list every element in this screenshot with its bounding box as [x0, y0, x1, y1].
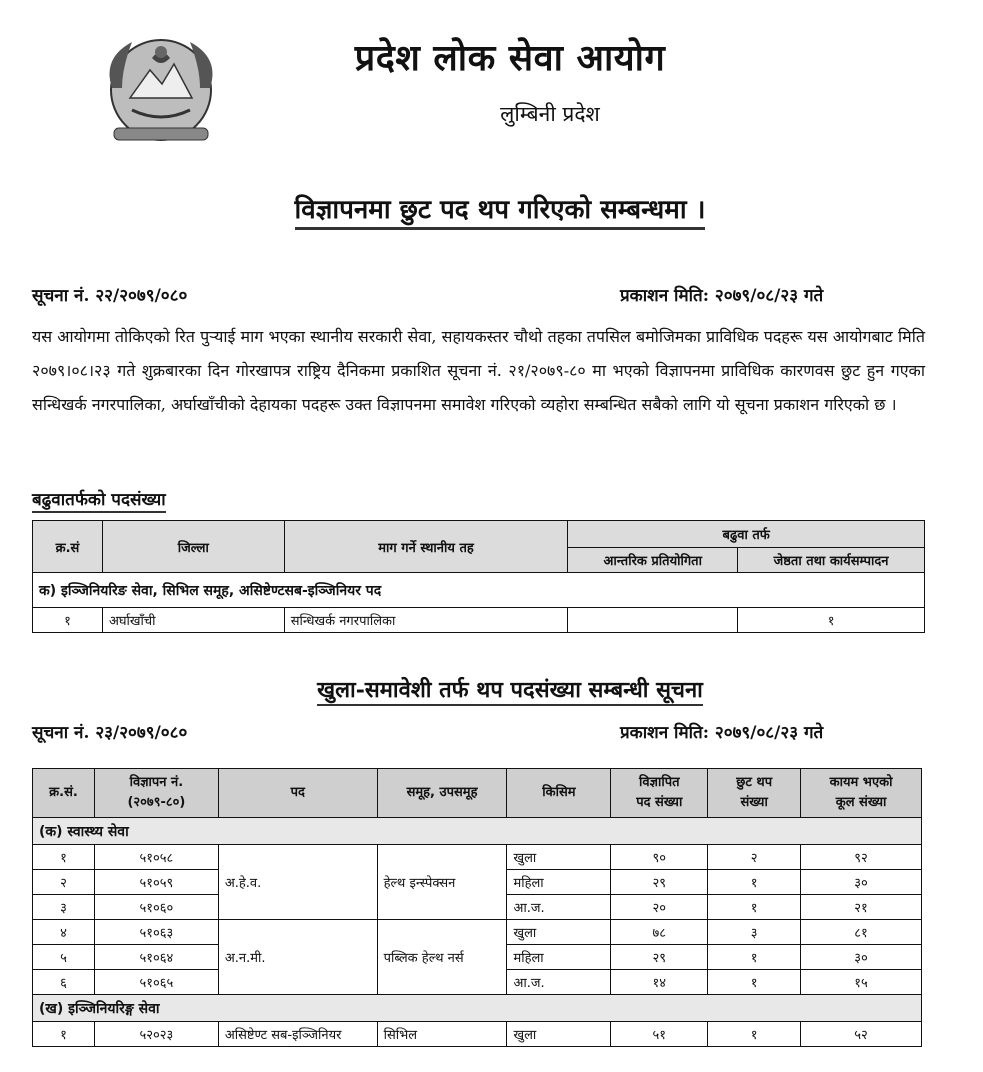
cell-ad-no: ५१०६५: [94, 970, 218, 995]
col-header-added: [708, 769, 801, 818]
cell-ad-no: ५१०६३: [94, 920, 218, 945]
publication-date-2: प्रकाशन मिति: २०७९/०८/२३ गते: [620, 723, 824, 743]
cell-total: ५२: [801, 1022, 922, 1047]
cell-type: आ.ज.: [507, 970, 611, 995]
notice-number-2: सूचना नं. २३/२०७९/०८०: [32, 723, 188, 743]
cell-added: २: [708, 845, 801, 870]
cell-serial: १: [33, 608, 103, 633]
notice-number: सूचना नं. २२/२०७९/०८०: [32, 286, 188, 306]
cell-total: १५: [801, 970, 922, 995]
cell-serial: ६: [33, 970, 95, 995]
cell-added: १: [708, 945, 801, 970]
col-header-advertised: [611, 769, 708, 818]
cell-total: २१: [801, 895, 922, 920]
col-header-serial: क्र.सं.: [33, 769, 95, 818]
cell-total: ३०: [801, 870, 922, 895]
promotion-table: [32, 520, 925, 633]
total-line2: कूल संख्या: [835, 795, 887, 810]
cell-type: महिला: [507, 945, 611, 970]
col-header-district: जिल्ला: [102, 521, 284, 573]
open-inclusive-table: [32, 768, 922, 1047]
cell-advertised: ९०: [611, 845, 708, 870]
col-header-seniority: जेष्ठता तथा कार्यसम्पादन: [738, 548, 925, 573]
intro-paragraph: यस आयोगमा तोकिएको रित पुऱ्याई माग भएका स्थानीय सरकारी सेवा, सहायकस्तर चौथो तहका तपसिल बमोजिमका प्राविधिक पदहरू यस आयोगबाट मिति २०७९।०८।२३ गते शुक्रबारका दिन गोरखापत्र राष्ट्रिय दैनिकमा प्रकाशित सूचना नं. २१/२०७९-८० मा भएको विज्ञापनमा प्राविधिक कारणवस छुट हुन गएका सन्धिखर्क नगरपालिका, अर्घाखाँचीको देहायका पदहरू उक्त विज्ञापनमा समावेश गरिएको व्यहोरा सम्बन्धित सबैको लागि यो सूचना प्रकाशन गरिएको छ ।: [32, 327, 925, 414]
table-section-row-health: (क) स्वास्थ्य सेवा: [33, 818, 922, 845]
table-section-row: क) इञ्जिनियरिङ सेवा, सिभिल समूह, असिष्टेण्टसब-इञ्जिनियर पद: [33, 573, 925, 608]
cell-type: खुला: [507, 845, 611, 870]
table-row: [33, 608, 925, 633]
cell-advertised: २९: [611, 870, 708, 895]
advertised-line2: पद संख्या: [636, 795, 683, 810]
cell-group: सिभिल: [377, 1022, 507, 1047]
cell-ad-no: ५१०५९: [94, 870, 218, 895]
cell-serial: २: [33, 870, 95, 895]
advertised-line1: विज्ञापित: [639, 775, 680, 790]
cell-advertised: २०: [611, 895, 708, 920]
org-name: प्रदेश लोक सेवा आयोग: [354, 37, 666, 79]
col-header-promotion: बढुवा तर्फ: [568, 521, 925, 548]
cell-type: आ.ज.: [507, 895, 611, 920]
promotion-section-heading: बढुवातर्फको पदसंख्या: [32, 487, 166, 513]
col-header-post: पद: [218, 769, 377, 818]
open-inclusive-section-title: [230, 674, 790, 704]
cell-post: असिष्टेण्ट सब-इञ्जिनियर: [218, 1022, 377, 1047]
cell-total: ८१: [801, 920, 922, 945]
col-header-ad-no: [94, 769, 218, 818]
cell-serial: ४: [33, 920, 95, 945]
cell-added: १: [708, 970, 801, 995]
cell-added: १: [708, 895, 801, 920]
cell-advertised: २९: [611, 945, 708, 970]
cell-added: १: [708, 870, 801, 895]
cell-ad-no: ५१०६४: [94, 945, 218, 970]
cell-internal: [568, 608, 738, 633]
subject-title-text: विज्ञापनमा छुट पद थप गरिएको सम्बन्धमा ।: [295, 195, 706, 230]
cell-advertised: १४: [611, 970, 708, 995]
province-name: लुम्बिनी प्रदेश: [500, 102, 600, 126]
cell-group: हेल्थ इन्स्पेक्सन: [377, 845, 507, 920]
cell-added: ३: [708, 920, 801, 945]
table-section-row-engineering: (ख) इञ्जिनियरिङ्ग सेवा: [33, 995, 922, 1022]
table-row: [33, 920, 922, 945]
cell-ad-no: ५१०५८: [94, 845, 218, 870]
cell-serial: ३: [33, 895, 95, 920]
col-header-group: समूह, उपसमूह: [377, 769, 507, 818]
cell-local-level: सन्धिखर्क नगरपालिका: [284, 608, 568, 633]
cell-ad-no: ५१०६०: [94, 895, 218, 920]
cell-serial: ५: [33, 945, 95, 970]
cell-advertised: ५१: [611, 1022, 708, 1047]
table-row: [33, 845, 922, 870]
added-line2: संख्या: [740, 795, 768, 810]
ad-no-line1: विज्ञापन नं.: [129, 775, 184, 790]
col-header-internal: आन्तरिक प्रतियोगिता: [568, 548, 738, 573]
cell-total: ९२: [801, 845, 922, 870]
cell-type: महिला: [507, 870, 611, 895]
cell-ad-no: ५२०२३: [94, 1022, 218, 1047]
cell-post: अ.हे.व.: [218, 845, 377, 920]
cell-type: खुला: [507, 1022, 611, 1047]
cell-group: पब्लिक हेल्थ नर्स: [377, 920, 507, 995]
cell-post: अ.न.मी.: [218, 920, 377, 995]
open-inclusive-section-title-text: खुला-समावेशी तर्फ थप पदसंख्या सम्बन्धी सूचना: [317, 677, 703, 706]
col-header-type: किसिम: [507, 769, 611, 818]
cell-district: अर्घाखाँची: [102, 608, 284, 633]
cell-total: ३०: [801, 945, 922, 970]
cell-serial: १: [33, 1022, 95, 1047]
publication-date: प्रकाशन मिति: २०७९/०८/२३ गते: [620, 286, 824, 306]
table-row: [33, 1022, 922, 1047]
col-header-total: [801, 769, 922, 818]
cell-added: १: [708, 1022, 801, 1047]
cell-advertised: ७८: [611, 920, 708, 945]
cell-serial: १: [33, 845, 95, 870]
col-header-local-level: माग गर्ने स्थानीय तह: [284, 521, 568, 573]
cell-type: खुला: [507, 920, 611, 945]
ad-no-line2: (२०७९-८०): [127, 795, 186, 810]
cell-seniority: १: [738, 608, 925, 633]
col-header-serial: क्र.सं: [33, 521, 103, 573]
subject-title: [200, 190, 800, 226]
added-line1: छुट थप: [736, 775, 773, 790]
total-line1: कायम भएको: [829, 775, 893, 790]
nepal-emblem-icon: [92, 28, 230, 152]
